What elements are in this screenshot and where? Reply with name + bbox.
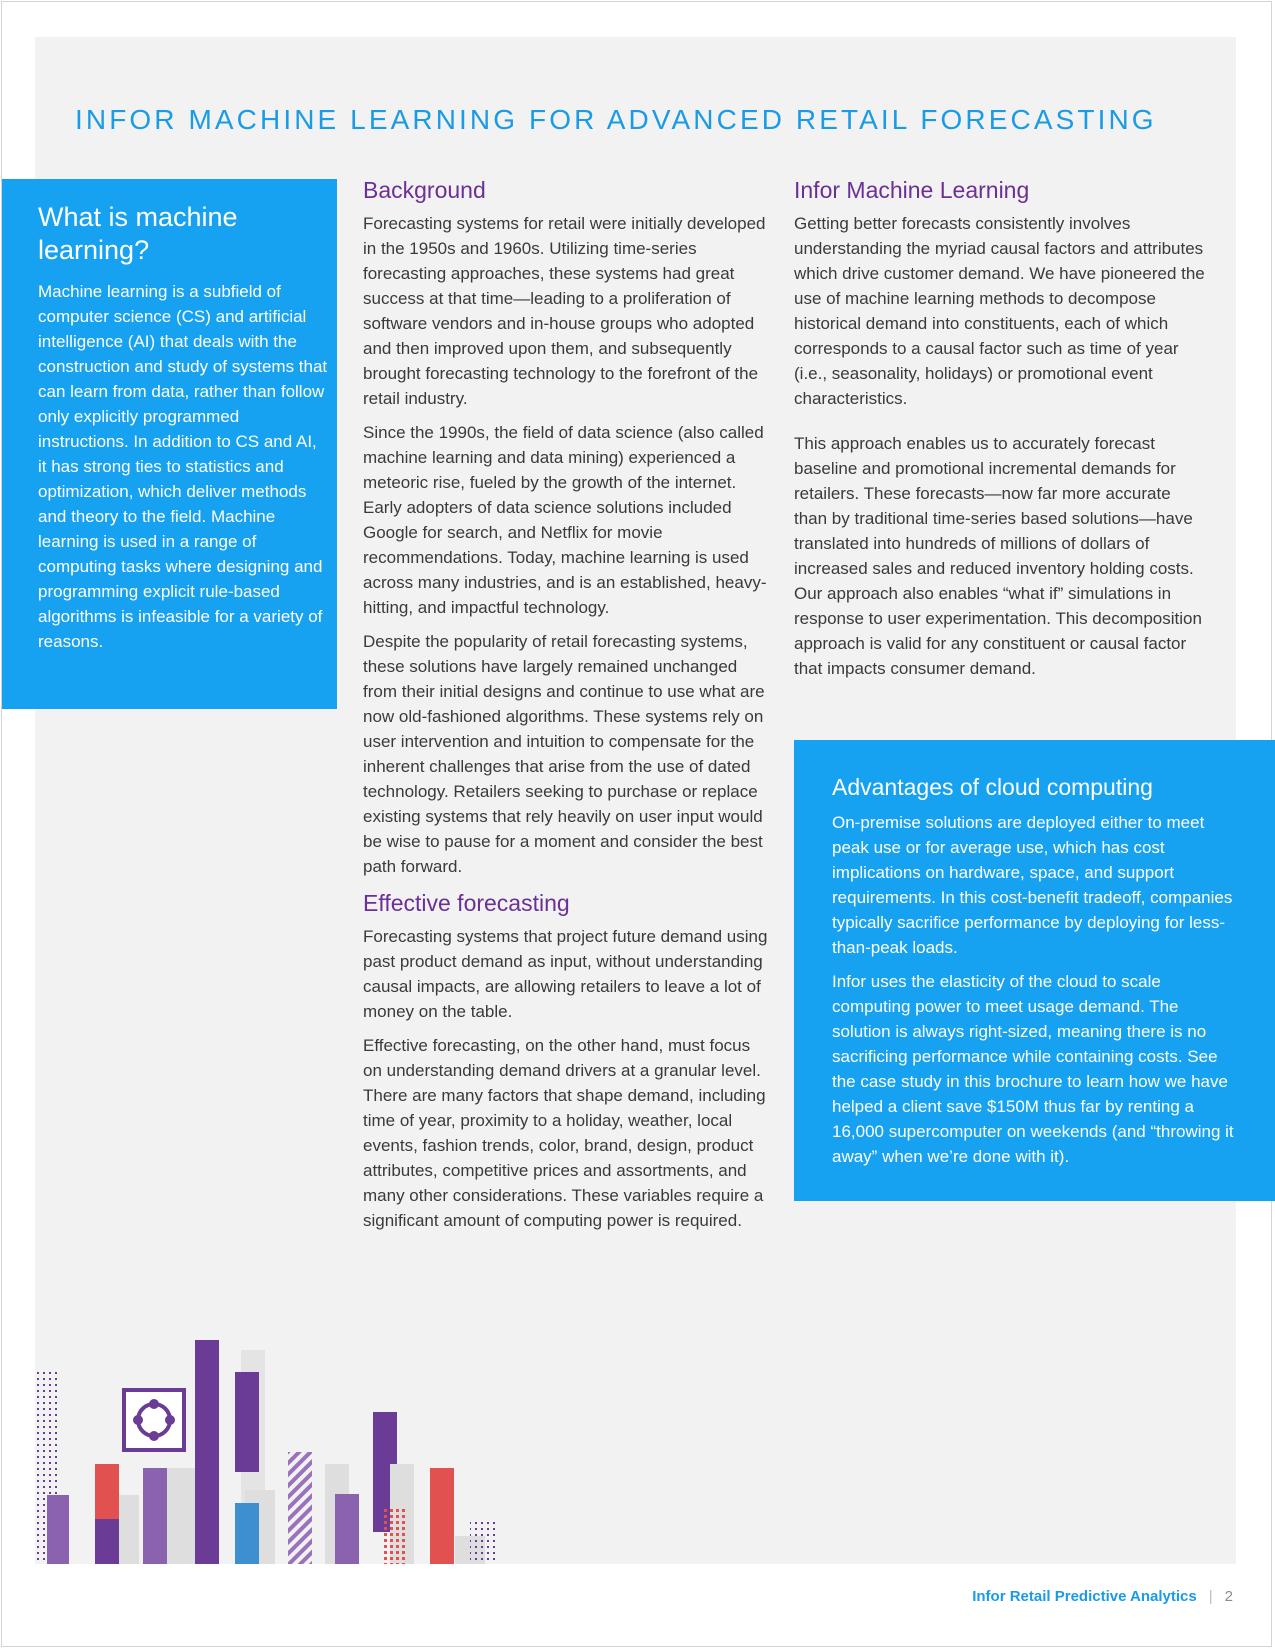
page-number: 2 xyxy=(1224,1588,1233,1605)
footer-separator: | xyxy=(1208,1588,1213,1605)
background-paragraph: Since the 1990s, the field of data science (also called machine learning and data mining) experienced a meteoric rise, fueled by the growth of the internet. Early adopters of data science solutions included Google for search, and Netflix for movie recommendations. Today, machine learning is used across many industries, and is an established, heavy-hitting, and impactful technology. xyxy=(363,423,767,617)
infor-ml-paragraph: This approach enables us to accurately forecast baseline and promotional incremental demands for retailers. These forecasts—now far more accurate than by traditional time-series based solutions—have translated into hundreds of millions of dollars of increased sales and reduced inventory holding costs. Our approach also enables “what if” simulations in response to user experimentation. This decomposition approach is valid for any constituent or causal factor that impacts consumer demand. xyxy=(794,434,1202,678)
decorative-bar-graphic xyxy=(35,1340,535,1564)
cloud-computing-box xyxy=(794,740,1275,1201)
deco-bar xyxy=(47,1495,69,1564)
deco-logo-node xyxy=(149,1399,159,1409)
sidebar-body: Machine learning is a subfield of computer science (CS) and artificial intelligence (AI) that deals with the construction and study of systems that can learn from data, rather than follow only explicitly programmed instructions. In addition to CS and AI, it has strong ties to statistics and optimization, which deliver methods and theory to the field. Machine learning is used in a range of computing tasks where designing and programming explicit rule-based algorithms is infeasible for a variety of reasons. xyxy=(38,282,328,651)
deco-dotted-bar xyxy=(470,1518,496,1564)
infor-ml-paragraph: Getting better forecasts consistently involves understanding the myriad causal factors and attributes which drive customer demand. We have pioneered the use of machine learning methods to decompose historical demand into constituents, each of which corresponds to a causal factor such as time of year (i.e., seasonality, holidays) or promotional event characteristics. xyxy=(794,214,1205,408)
deco-logo-node xyxy=(133,1415,143,1425)
background-heading: Background xyxy=(363,177,486,203)
background-paragraph: Forecasting systems for retail were initially developed in the 1950s and 1960s. Utilizing time-series forecasting approaches, these systems had great success at that time—leading to a proliferation of software vendors and in-house groups who adopted and then improved upon them, and subsequently brought forecasting technology to the forefront of the retail industry. xyxy=(363,214,766,408)
deco-bar xyxy=(95,1464,119,1519)
deco-logo-node xyxy=(165,1415,175,1425)
effective-forecasting-paragraph: Effective forecasting, on the other hand, must focus on understanding demand drivers at a granular level. There are many factors that shape demand, including time of year, proximity to a holiday, weather, local events, fashion trends, color, brand, design, product attributes, competitive prices and assortments, and many other considerations. These variables require a significant amount of computing power is required. xyxy=(363,1036,766,1230)
page-title: INFOR MACHINE LEARNING FOR ADVANCED RETAIL FORECASTING xyxy=(75,104,1157,135)
deco-bar xyxy=(235,1503,259,1564)
cloud-paragraph: On-premise solutions are deployed either to meet peak use or for average use, which has cost implications on hardware, space, and support requirements. In this cost-benefit tradeoff, companies typically sacrifice performance by deploying for less-than-peak loads. xyxy=(832,813,1233,957)
deco-bar xyxy=(143,1468,167,1564)
background-paragraph: Despite the popularity of retail forecasting systems, these solutions have largely remained unchanged from their initial designs and continue to use what are now old-fashioned algorithms. These systems rely on user intervention and intuition to compensate for the inherent challenges that arise from the use of dated technology. Retailers seeking to purchase or replace existing systems that rely heavily on user input would be wise to pause for a moment and consider the best path forward. xyxy=(363,632,765,876)
deco-bar xyxy=(235,1372,259,1472)
footer-brand: Infor Retail Predictive Analytics xyxy=(972,1588,1197,1605)
deco-bar xyxy=(95,1519,119,1564)
effective-forecasting-paragraph: Forecasting systems that project future demand using past product demand as input, without understanding causal impacts, are allowing retailers to leave a lot of money on the table. xyxy=(363,927,768,1021)
deco-bar xyxy=(430,1468,454,1564)
cloud-heading: Advantages of cloud computing xyxy=(832,774,1153,800)
right-column xyxy=(794,175,1206,690)
deco-striped-bar xyxy=(288,1452,312,1564)
deco-dotted-bar xyxy=(383,1508,405,1564)
sidebar-what-is-ml xyxy=(2,179,337,709)
effective-forecasting-heading: Effective forecasting xyxy=(363,890,570,916)
cloud-paragraph: Infor uses the elasticity of the cloud to scale computing power to meet usage demand. The solution is always right-sized, meaning there is no sacrificing performance while containing costs. See the case study in this brochure to learn how we have helped a client save $150M thus far by renting a 16,000 supercomputer on weekends (and “throwing it away” when we’re done with it). xyxy=(832,972,1234,1166)
page-footer xyxy=(972,1588,1233,1605)
deco-bar xyxy=(195,1340,219,1564)
infor-ml-heading: Infor Machine Learning xyxy=(794,177,1030,203)
middle-column xyxy=(363,175,773,1242)
deco-logo-node xyxy=(149,1431,159,1441)
sidebar-heading: What is machine learning? xyxy=(38,202,238,265)
cloud-body xyxy=(832,810,1237,1178)
deco-bar xyxy=(335,1494,359,1564)
